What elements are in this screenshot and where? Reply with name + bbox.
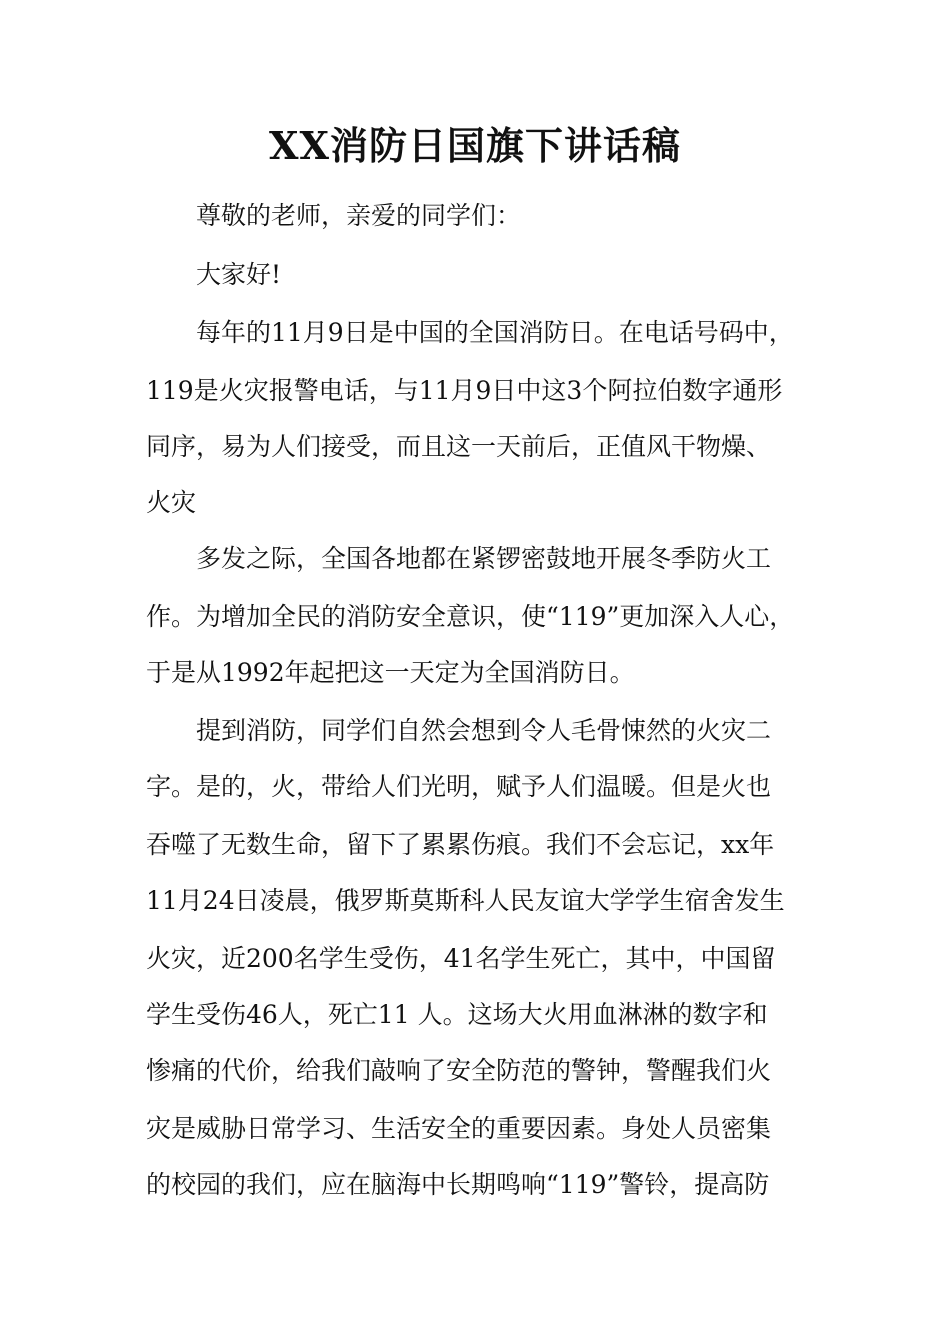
paragraph-3-line-3: 吞噬了无数生命，留下了累累伤痕。我们不会忘记，xx年 <box>146 830 775 859</box>
salutation-line: 尊敬的老师，亲爱的同学们： <box>196 201 522 230</box>
paragraph-2-line-3: 于是从1992年起把这一天定为全国消防日。 <box>146 658 635 687</box>
paragraph-2-line-1: 多发之际，全国各地都在紧锣密鼓地开展冬季防火工 <box>196 544 772 573</box>
paragraph-3-line-5: 火灾，近200名学生受伤，41名学生死亡，其中，中国留 <box>146 944 776 973</box>
paragraph-3-line-6: 学生受伤46人，死亡11 人。这场大火用血淋淋的数字和 <box>146 1000 768 1029</box>
paragraph-1-line-3: 同序，易为人们接受，而且这一天前后，正值风干物燥、 <box>146 432 772 461</box>
paragraph-2-line-2: 作。为增加全民的消防安全意识，使“119”更加深入人心， <box>146 602 795 631</box>
paragraph-3-line-1: 提到消防，同学们自然会想到令人毛骨悚然的火灾二 <box>196 716 772 745</box>
paragraph-3-line-8: 灾是威胁日常学习、生活安全的重要因素。身处人员密集 <box>146 1114 772 1143</box>
paragraph-1-line-2: 119是火灾报警电话，与11月9日中这3个阿拉伯数字通形 <box>146 376 783 405</box>
paragraph-3-line-2: 字。是的，火，带给人们光明，赋予人们温暖。但是火也 <box>146 772 772 801</box>
paragraph-1-line-1: 每年的11月9日是中国的全国消防日。在电话号码中， <box>196 318 794 347</box>
document-title: XX消防日国旗下讲话稿 <box>269 123 681 168</box>
greeting-line: 大家好! <box>196 260 282 289</box>
paragraph-1-line-4: 火灾 <box>146 488 197 517</box>
paragraph-3-line-9: 的校园的我们，应在脑海中长期鸣响“119”警铃，提高防 <box>146 1170 770 1199</box>
paragraph-3-line-7: 惨痛的代价，给我们敲响了安全防范的警钟，警醒我们火 <box>146 1056 772 1085</box>
paragraph-3-line-4: 11月24日凌晨，俄罗斯莫斯科人民友谊大学学生宿舍发生 <box>146 886 785 915</box>
